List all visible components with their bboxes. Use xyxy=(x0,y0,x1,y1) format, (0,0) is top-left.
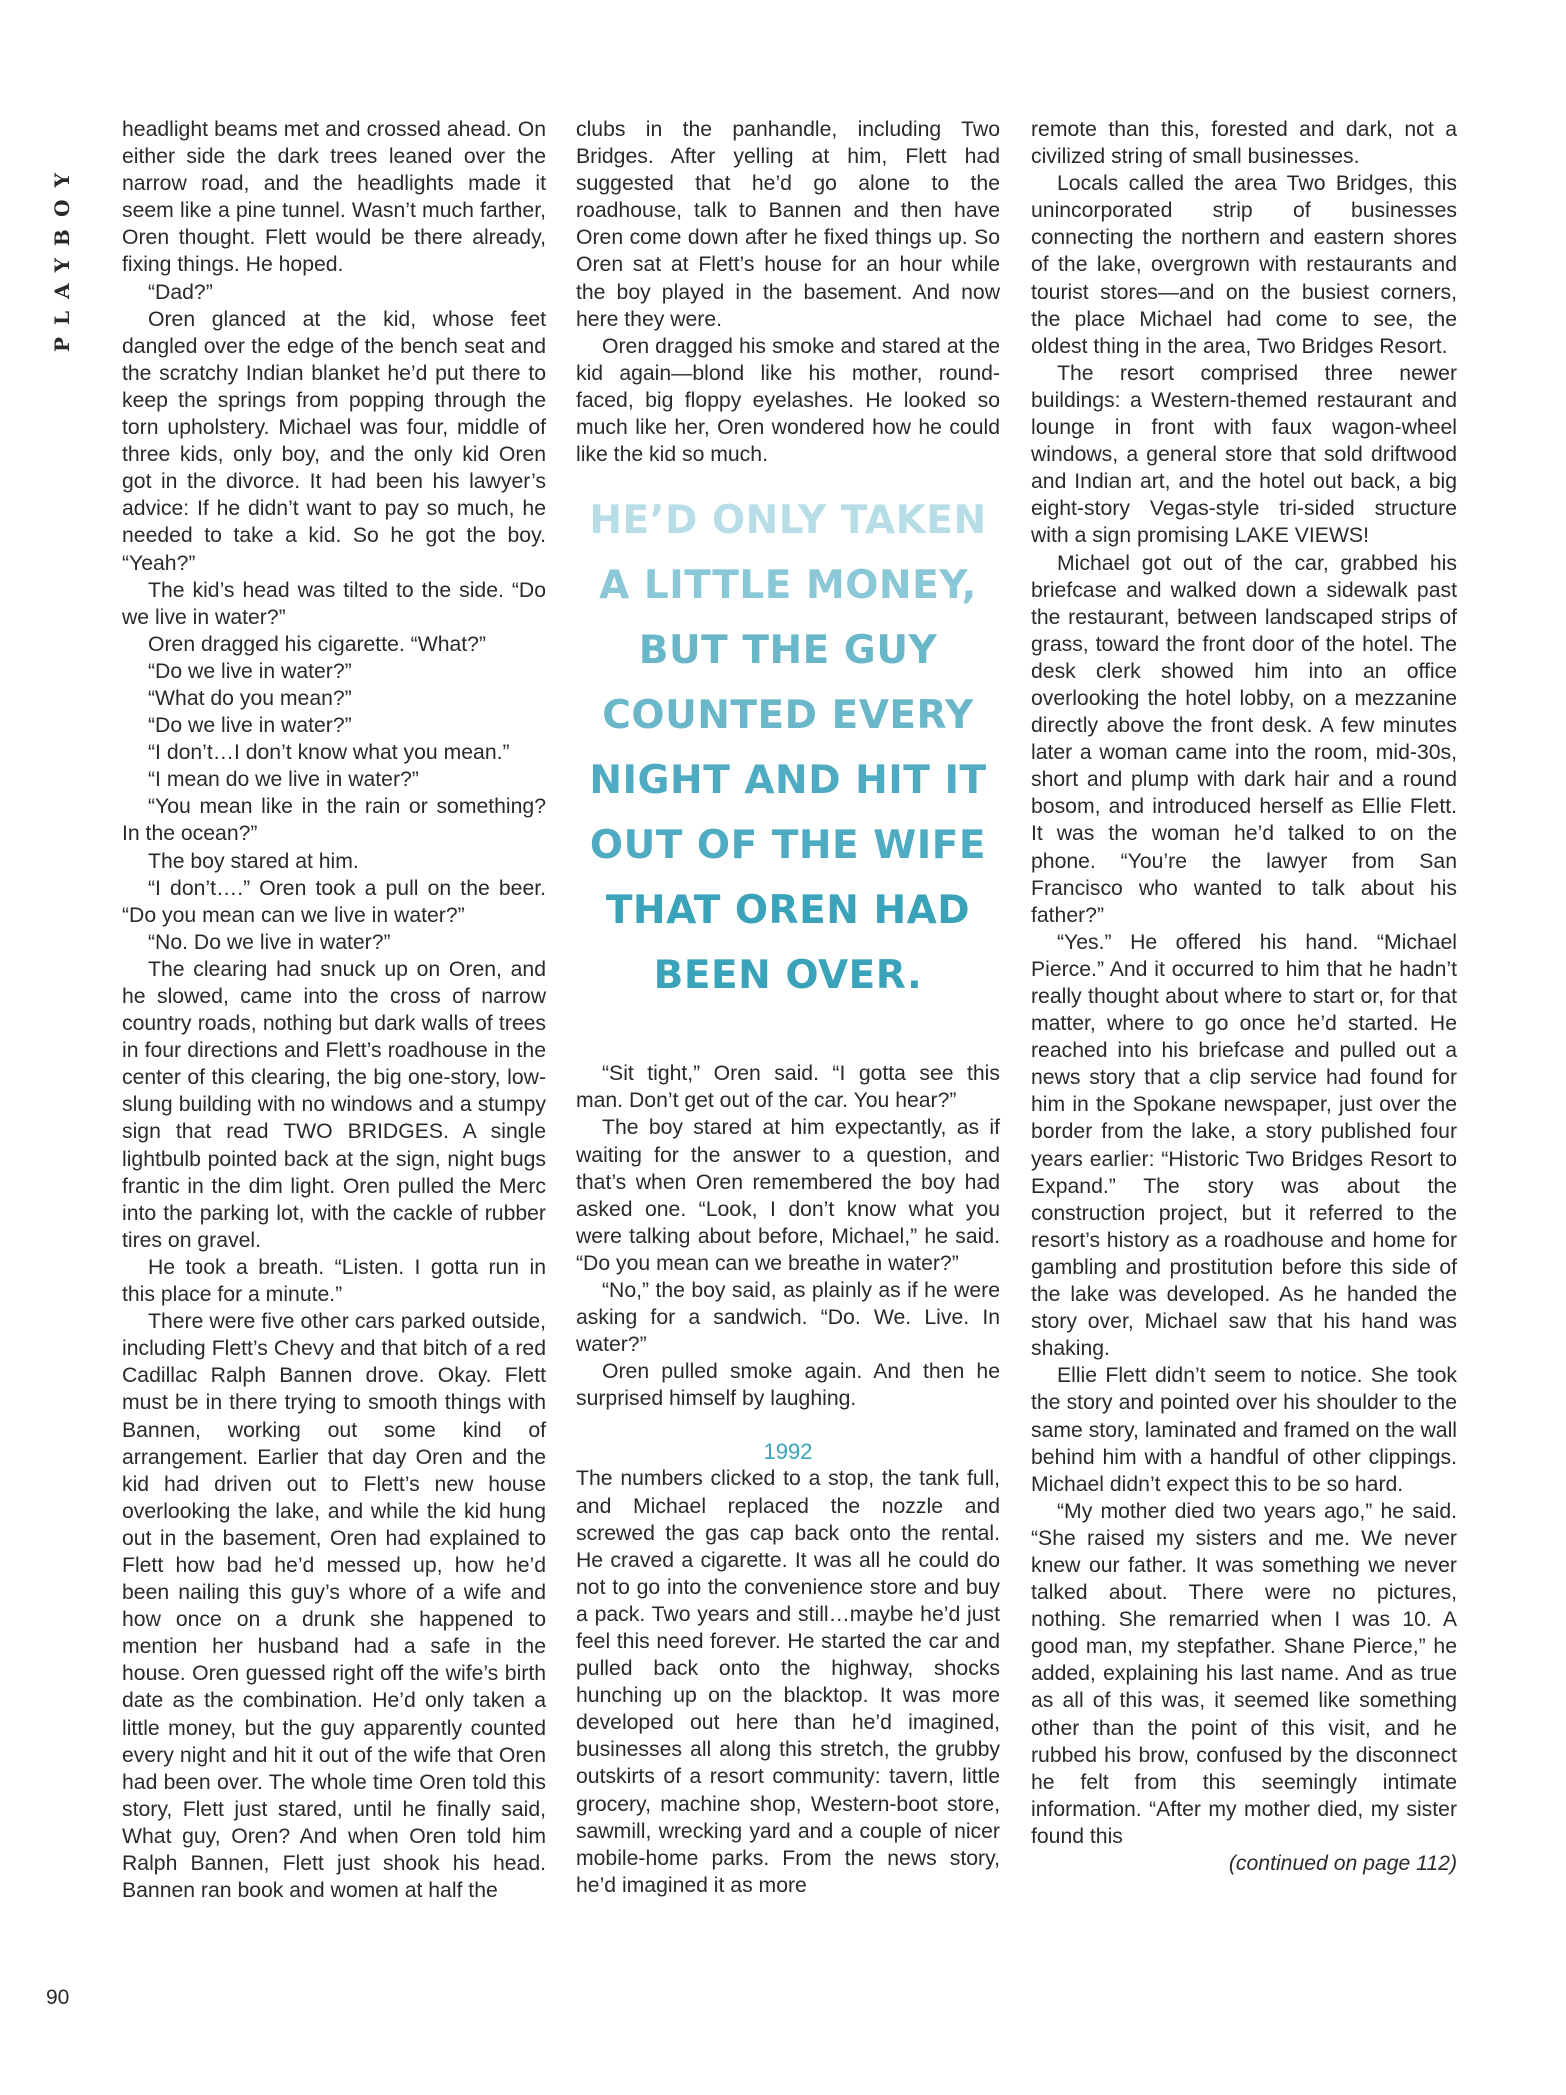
paragraph: “I mean do we live in water?” xyxy=(148,768,419,792)
column-2 xyxy=(576,116,1000,1899)
pull-quote-line: HE’D ONLY TAKEN xyxy=(589,498,987,544)
paragraph: “My mother died two years ago,” he said. “She raised my sisters and me. We never knew our father. It was something we never talked about. There were no pictures, nothing. She remarried when I was 10. A good man, my stepfather. Shane Pierce,” he added, explaining his last name. And as true as all of this was, it seemed like something other than the point of this visit, and he rubbed his brow, confused by the disconnect he felt from this seemingly intimate information. “After my mother died, my sister found this xyxy=(1031,1499,1457,1848)
masthead xyxy=(38,112,78,352)
column-1 xyxy=(122,116,546,1904)
paragraph: Ellie Flett didn’t seem to notice. She took the story and pointed over his shoulder to the same story, laminated and framed on the wall behind him with a handful of other clippings. Michael didn’t expect this to be so hard. xyxy=(1031,1364,1457,1496)
paragraph: Oren dragged his cigarette. “What?” xyxy=(148,632,486,656)
paragraph: He took a breath. “Listen. I gotta run in this place for a minute.” xyxy=(122,1255,546,1307)
paragraph: “Dad?” xyxy=(148,280,213,304)
paragraph: Oren pulled smoke again. And then he surprised himself by laughing. xyxy=(576,1360,1000,1411)
paragraph: “Do we live in water?” xyxy=(148,659,352,683)
paragraph: headlight beams met and crossed ahead. On either side the dark trees leaned over the narrow road, and the headlights made it seem like a pine tunnel. Wasn’t much farther, Oren thought. Flett would be there already, fixing things. He hoped. xyxy=(122,118,546,277)
pull-quote-line: THAT OREN HAD xyxy=(605,888,971,934)
paragraph: “What do you mean?” xyxy=(148,686,352,710)
masthead-text: PLAYBOY xyxy=(50,161,74,352)
paragraph: The boy stared at him. xyxy=(148,849,359,873)
column-3 xyxy=(1031,116,1457,1877)
paragraph: The boy stared at him expectantly, as if waiting for the answer to a question, and that’s when Oren remembered the boy had asked one. “Look, I don’t know what you were talking about before, Michael,” he said. “Do you mean can we breathe in water?” xyxy=(576,1116,1000,1275)
pull-quote-line: BEEN OVER. xyxy=(653,953,923,999)
pull-quote-line: NIGHT AND HIT IT xyxy=(589,758,987,804)
paragraph: “Yes.” He offered his hand. “Michael Pierce.” And it occurred to him that he hadn’t really thought about where to start or, for that matter, where to go once he’d started. He reached into his briefcase and pulled out a news story that a clip service had found for him in the Spokane newspaper, just over the border from the lake, a story published four years earlier: “Historic Two Bridges Resort to Expand.” The story was about the construction project, but it referred to the resort’s history as a roadhouse and home for gambling and prostitution before this side of the lake was developed. As he handed the story over, Michael saw that his hand was shaking. xyxy=(1031,930,1457,1361)
paragraph: Locals called the area Two Bridges, this unincorporated strip of businesses connecting the northern and eastern shores of the lake, overgrown with restaurants and tourist stores—and on the busiest corners, the place Michael had come to see, the oldest thing in the area, Two Bridges Resort. xyxy=(1031,172,1457,358)
paragraph: “I don’t…I don’t know what you mean.” xyxy=(148,741,510,765)
paragraph: “I don’t….” Oren took a pull on the beer. “Do you mean can we live in water?” xyxy=(122,876,546,927)
paragraph: The resort comprised three newer buildings: a Western-themed restaurant and lounge in front with faux wagon-wheel windows, a general store that sold driftwood and Indian art, and the hotel out back, a big eight-story Vegas-style tri-sided structure with a sign promising LAKE VIEWS! xyxy=(1031,361,1457,548)
paragraph: Oren glanced at the kid, whose feet dangled over the edge of the bench seat and the scratchy Indian blanket he’d put there to keep the springs from popping through the torn upholstery. Michael was four, middle of three kids, only boy, and the only kid Oren got in the divorce. It had been his lawyer’s advice: If he didn’t want to pay so much, he needed to take a kid. So he got the boy. “Yeah?” xyxy=(122,307,546,575)
paragraph: Michael got out of the car, grabbed his briefcase and walked down a sidewalk past the restaurant, between landscaped strips of grass, toward the front door of the hotel. The desk clerk showed him into an office overlooking the hotel lobby, on a mezzanine directly above the front desk. A few minutes later a woman came into the room, mid-30s, short and plump with dark hair and a round bosom, and introduced herself as Ellie Flett. It was the woman he’d talked to on the phone. “You’re the lawyer from San Francisco who wanted to talk about his father?” xyxy=(1031,551,1457,927)
section-heading: 1992 xyxy=(763,1439,813,1465)
paragraph: “No. Do we live in water?” xyxy=(148,930,391,954)
paragraph: “You mean like in the rain or something? In the ocean?” xyxy=(122,795,546,846)
paragraph: “No,” the boy said, as plainly as if he were asking for a sandwich. “Do. We. Live. In water?” xyxy=(576,1278,1000,1357)
paragraph: There were five other cars parked outside, including Flett’s Chevy and that bitch of a red Cadillac Ralph Bannen drove. Okay. Flett must be in there trying to smooth things with Bannen, working out some kind of arrangement. Earlier that day Oren and the kid had driven out to Flett’s new house overlooking the lake, and while the kid hung out in the basement, Oren had explained to Flett how bad he’d messed up, how he’d been nailing this guy’s whore of a wife and how once on a drunk she happened to mention her husband had a safe in the house. Oren guessed right off the wife’s birth date as the combination. He’d only taken a little money, but the guy apparently counted every night and hit it out of the wife that Oren had been over. The whole time Oren told this story, Flett just stared, until he finally said, What guy, Oren? And when Oren told him Ralph Bannen, Flett just shook his head. Bannen ran book and women at half the xyxy=(122,1310,546,1903)
pull-quote-line: COUNTED EVERY xyxy=(602,693,974,739)
paragraph: The numbers clicked to a stop, the tank full, and Michael replaced the nozzle and screwed the gas cap back onto the rental. He craved a cigarette. It was all he could do not to go into the convenience store and buy a pack. Two years and still…maybe he’d just feel this need forever. He started the car and pulled back onto the highway, shocks hunching up on the blacktop. It was more developed out here than he’d imagined, businesses all along this stretch, the grubby outskirts of a resort community: tavern, little grocery, machine shop, Western-boot store, sawmill, wrecking yard and a couple of nicer mobile-home parks. From the news story, he’d imagined it as more xyxy=(576,1467,1000,1897)
paragraph: “Sit tight,” Oren said. “I gotta see this man. Don’t get out of the car. You hear?” xyxy=(576,1062,1000,1113)
continued-note: (continued on page 112) xyxy=(1228,1852,1457,1875)
paragraph: remote than this, forested and dark, not a civilized string of small businesses. xyxy=(1031,118,1457,169)
pull-quote-line: OUT OF THE WIFE xyxy=(589,823,987,869)
pull-quote-line: BUT THE GUY xyxy=(638,628,938,674)
paragraph: Oren dragged his smoke and stared at the kid again—blond like his mother, round-faced, big floppy eyelashes. He looked so much like her, Oren wondered how he could like the kid so much. xyxy=(576,334,1000,467)
paragraph: The kid’s head was tilted to the side. “Do we live in water?” xyxy=(122,578,546,629)
pull-quote-line: A LITTLE MONEY, xyxy=(599,563,977,609)
paragraph: “Do we live in water?” xyxy=(148,714,352,738)
page-number: 90 xyxy=(46,1986,70,2009)
paragraph: clubs in the panhandle, including Two Bridges. After yelling at him, Flett had suggested that he’d go alone to the roadhouse, talk to Bannen and then have Oren come down after he fixed things up. So Oren sat at Flett’s house for an hour while the boy played in the basement. And now here they were. xyxy=(576,118,1000,331)
paragraph: The clearing had snuck up on Oren, and he slowed, came into the cross of narrow country roads, nothing but dark walls of trees in four directions and Flett’s roadhouse in the center of this clearing, the big one-story, low-slung building with no windows and a stumpy sign that read TWO BRIDGES. A single lightbulb pointed back at the sign, night bugs frantic in the dim light. Oren pulled the Merc into the parking lot, with the cackle of rubber tires on gravel. xyxy=(122,957,546,1252)
pull-quote xyxy=(576,488,1000,1008)
